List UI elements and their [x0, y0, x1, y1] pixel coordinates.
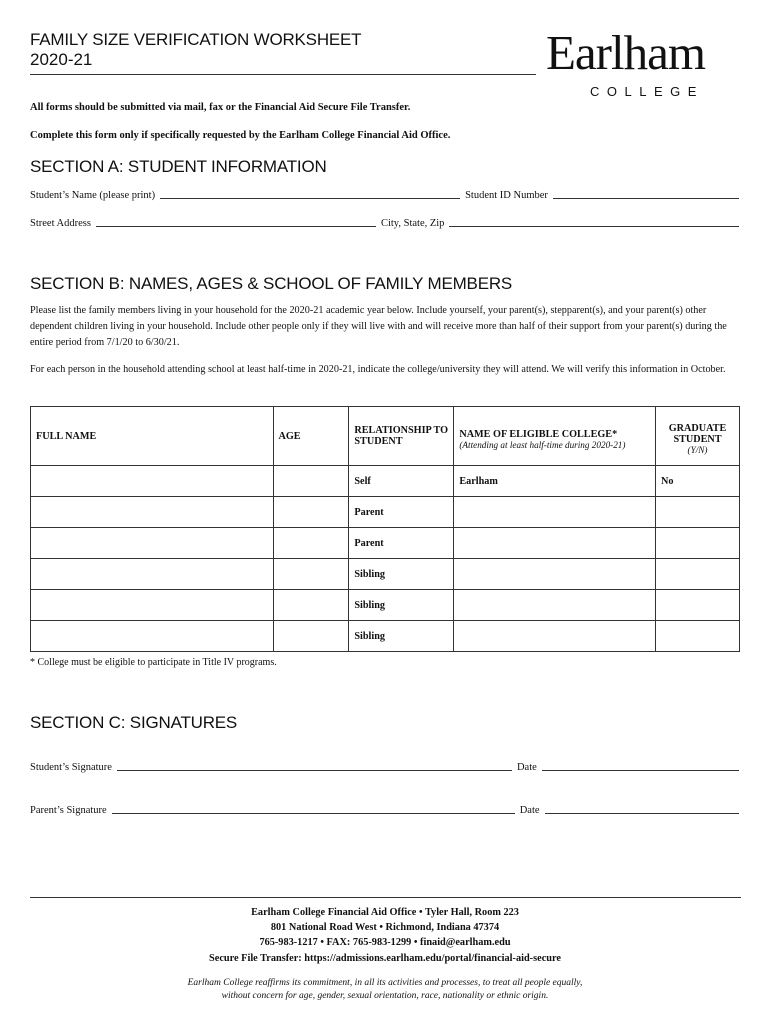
col-full-name: FULL NAME: [31, 407, 274, 466]
table-header-row: [31, 407, 740, 466]
col-graduate-sub: (Y/N): [687, 445, 708, 455]
relationship-cell: Parent: [349, 497, 454, 528]
street-field[interactable]: [96, 216, 376, 227]
graduate-cell[interactable]: No: [656, 466, 740, 497]
table-row: [31, 559, 740, 590]
table-row: [31, 590, 740, 621]
graduate-cell[interactable]: [656, 621, 740, 652]
col-age: AGE: [273, 407, 349, 466]
relationship-cell: Sibling: [349, 590, 454, 621]
full-name-cell[interactable]: [31, 621, 274, 652]
section-b-instructions: Please list the family members living in your household for the 2020-21 academic year below. Include yourself, your parent(s), stepparent(s), and your parent(s) other dependent children living in your household. Include other people only if they will live with and will receive more than half of their support from your parent(s) during the entire period from 7/1/20 to 6/30/21.: [30, 305, 727, 348]
form-title: FAMILY SIZE VERIFICATION WORKSHEET: [30, 30, 362, 49]
family-members-table: [30, 406, 740, 652]
col-relationship: RELATIONSHIP TO STUDENT: [349, 407, 454, 466]
relationship-cell: Sibling: [349, 559, 454, 590]
age-cell[interactable]: [273, 621, 349, 652]
college-logo-name: Earlham: [546, 25, 705, 80]
full-name-cell[interactable]: [31, 497, 274, 528]
student-date-field[interactable]: [542, 760, 739, 771]
graduate-cell[interactable]: [656, 559, 740, 590]
footer-equality-2: without concern for age, gender, sexual orientation, race, nationality or ethnic origin.: [221, 991, 549, 1001]
footer-equality-1: Earlham College reaffirms its commitment, in all its activities and processes, to treat all people equally,: [187, 978, 583, 988]
student-name-row: [30, 188, 739, 201]
col-graduate-label: GRADUATE STUDENT: [668, 423, 727, 445]
parent-signature-row: [30, 803, 739, 816]
section-b-college-note: For each person in the household attending school at least half-time in 2020-21, indicate the college/university they will attend. We will verify this information in October.: [30, 364, 726, 375]
graduate-cell[interactable]: [656, 528, 740, 559]
form-year: 2020-21: [30, 50, 93, 69]
table-row: [31, 497, 740, 528]
relationship-cell: Self: [349, 466, 454, 497]
college-logo-sub: COLLEGE: [590, 84, 704, 99]
footer-contact: 765-983-1217 • FAX: 765-983-1299 • finaid@earlham.edu: [259, 937, 511, 948]
footer-secure-transfer: Secure File Transfer: https://admissions.earlham.edu/portal/financial-aid-secure: [209, 953, 561, 964]
age-cell[interactable]: [273, 497, 349, 528]
full-name-cell[interactable]: [31, 559, 274, 590]
section-a-title: SECTION A: STUDENT INFORMATION: [30, 157, 327, 176]
title-iv-footnote: * College must be eligible to participate in Title IV programs.: [30, 657, 277, 668]
parent-signature-field[interactable]: [112, 803, 515, 814]
parent-date-field[interactable]: [545, 803, 739, 814]
relationship-cell: Parent: [349, 528, 454, 559]
college-cell[interactable]: [454, 621, 656, 652]
parent-date-label: Date: [519, 805, 540, 816]
table-row: [31, 528, 740, 559]
city-label: City, State, Zip: [380, 218, 445, 229]
submit-note: All forms should be submitted via mail, fax or the Financial Aid Secure File Transfer.: [30, 102, 411, 113]
section-c-title: SECTION C: SIGNATURES: [30, 713, 238, 732]
student-id-label: Student ID Number: [465, 190, 548, 201]
parent-signature-label: Parent’s Signature: [30, 805, 107, 816]
student-id-field[interactable]: [553, 188, 739, 199]
table-row: [31, 466, 740, 497]
student-name-label: Student’s Name (please print): [30, 190, 156, 201]
graduate-cell[interactable]: [656, 590, 740, 621]
col-college-sub: (Attending at least half-time during 2020-21): [459, 439, 626, 450]
relationship-cell: Sibling: [349, 621, 454, 652]
college-cell[interactable]: [454, 497, 656, 528]
footer-office: Earlham College Financial Aid Office • Tyler Hall, Room 223: [251, 907, 519, 918]
header-rule: [30, 74, 536, 75]
student-signature-row: [30, 760, 739, 773]
footer-rule: [30, 897, 741, 898]
table-row: [31, 621, 740, 652]
college-cell[interactable]: [454, 590, 656, 621]
col-college: [454, 407, 656, 466]
complete-note: Complete this form only if specifically requested by the Earlham College Financial Aid Office.: [30, 130, 451, 141]
section-b-title: SECTION B: NAMES, AGES & SCHOOL OF FAMILY MEMBERS: [30, 274, 513, 293]
street-label: Street Address: [30, 218, 91, 229]
address-row: [30, 216, 739, 229]
full-name-cell[interactable]: [31, 590, 274, 621]
footer-address: 801 National Road West • Richmond, Indiana 47374: [270, 922, 500, 933]
col-college-label: NAME OF ELIGIBLE COLLEGE*: [459, 428, 618, 440]
student-signature-label: Student’s Signature: [30, 762, 112, 773]
student-name-field[interactable]: [160, 188, 460, 199]
age-cell[interactable]: [273, 466, 349, 497]
full-name-cell[interactable]: [31, 528, 274, 559]
age-cell[interactable]: [273, 559, 349, 590]
student-signature-field[interactable]: [117, 760, 512, 771]
student-date-label: Date: [516, 762, 537, 773]
col-graduate: [656, 407, 740, 466]
college-cell[interactable]: [454, 528, 656, 559]
graduate-cell[interactable]: [656, 497, 740, 528]
full-name-cell[interactable]: [31, 466, 274, 497]
college-cell[interactable]: [454, 559, 656, 590]
age-cell[interactable]: [273, 590, 349, 621]
city-field[interactable]: [449, 216, 739, 227]
college-cell[interactable]: Earlham: [454, 466, 656, 497]
age-cell[interactable]: [273, 528, 349, 559]
